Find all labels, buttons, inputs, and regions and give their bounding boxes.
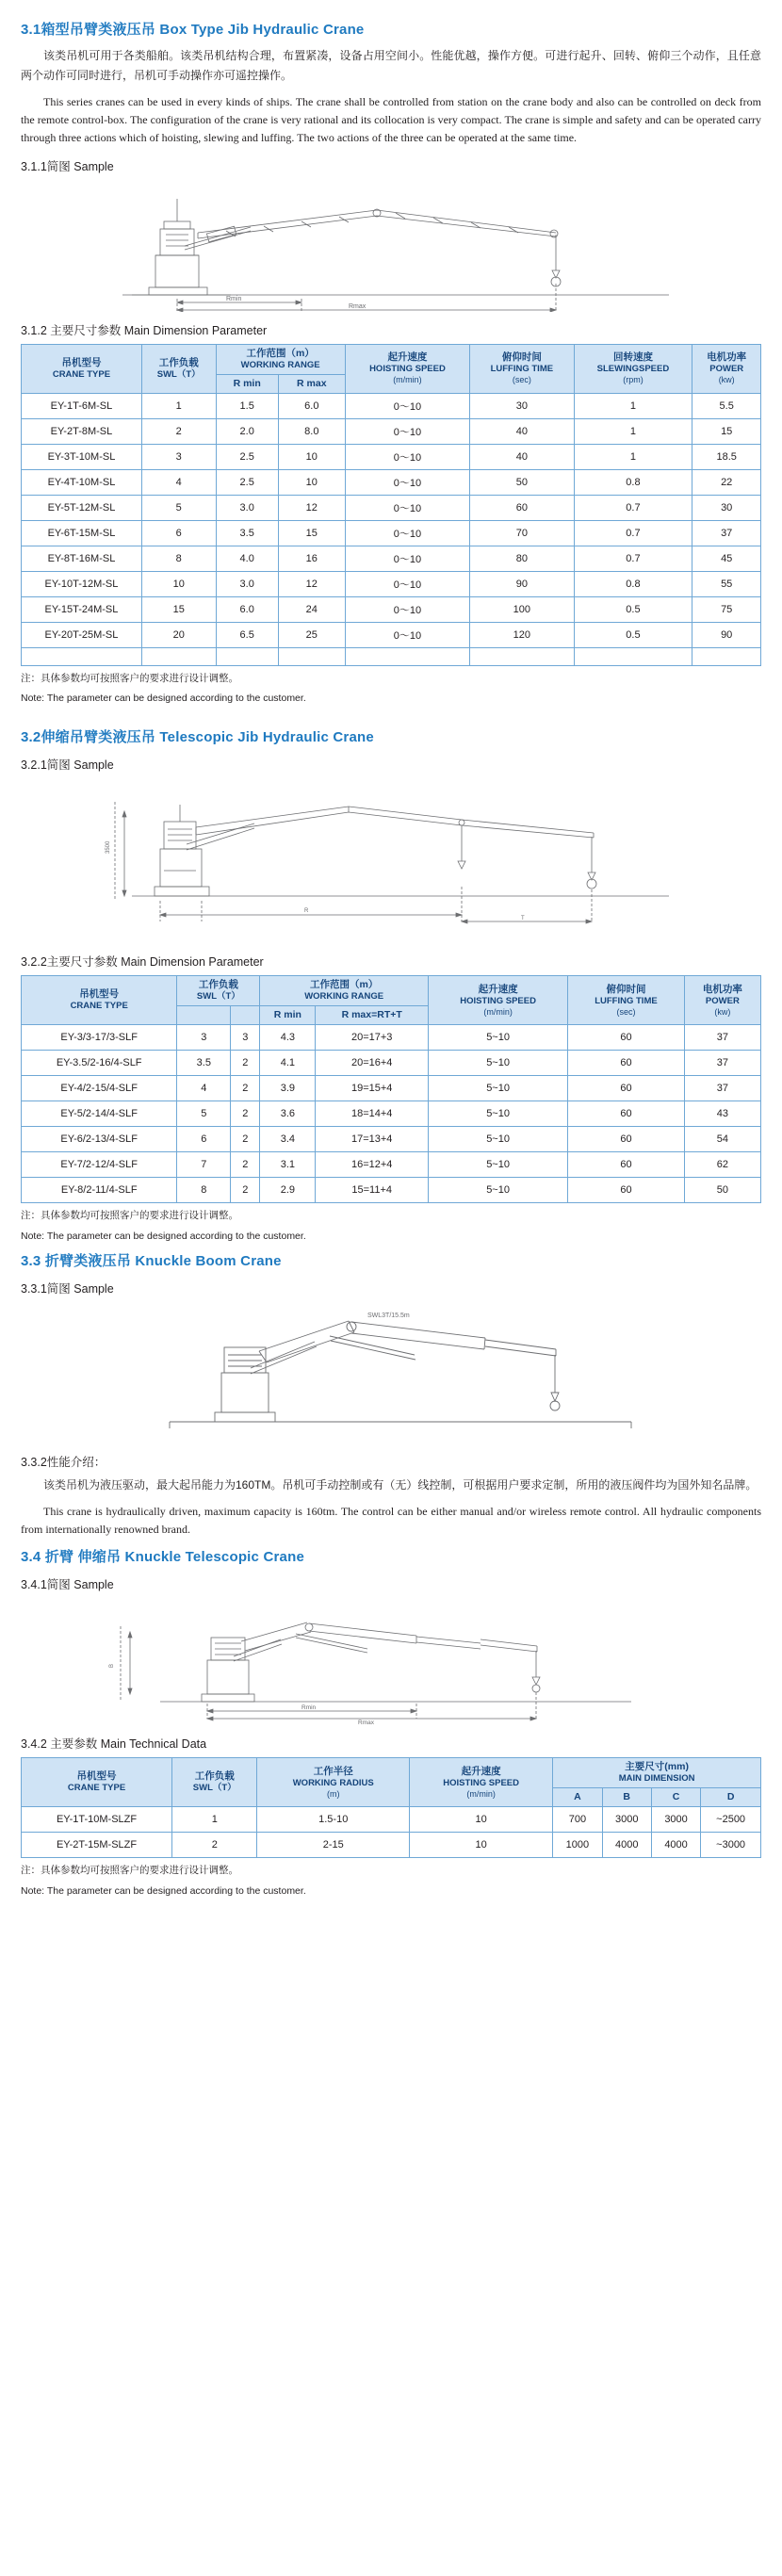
- table-cell: 54: [684, 1127, 760, 1152]
- section-title-3-4: 3.4 折臂 伸缩吊 Knuckle Telescopic Crane: [21, 1549, 304, 1566]
- table-row: [22, 596, 761, 622]
- table-cell: 5~10: [428, 1127, 567, 1152]
- table-cell: 45: [692, 546, 761, 571]
- table-cell: 2.5: [216, 469, 278, 495]
- subsection-3-1-2-title: 3.1.2 主要尺寸参数 Main Dimension Parameter: [21, 323, 268, 337]
- table-row: [22, 444, 761, 469]
- table-1-col-crane-type: 吊机型号 CRANE TYPE: [22, 344, 142, 393]
- table-cell: 5~10: [428, 1025, 567, 1051]
- section-3-1-english-intro: This series cranes can be used in every kinds of ships. The crane shall be controlled from station on the crane body and also can be controlled on deck from the remote control-box. The configuration of the crane is very rational and its collocation is very compact. The crane is simple and safety and can be operated carry through three actions which of hoisting, slewing and luffing. The two actions of the three can be operated at the same time.: [21, 95, 761, 145]
- table-cell: 24: [278, 596, 345, 622]
- table-cell: 3.4: [260, 1127, 316, 1152]
- table-cell: 1: [574, 393, 692, 418]
- section-3-3-chinese-desc: 该类吊机为液压驱动，最大起吊能力为160TM。吊机可手动控制或有（无）线控制，可根据用户要求定制，所用的液压阀件均为国外知名品牌。: [43, 1477, 758, 1492]
- table-cell: 60: [568, 1178, 685, 1203]
- table-3-col-main-dimension: 主要尺寸(mm) MAIN DIMENSION: [553, 1758, 761, 1788]
- table-cell: 60: [568, 1025, 685, 1051]
- table-cell: 0.7: [574, 520, 692, 546]
- table-cell: 15: [141, 596, 216, 622]
- table-cell: 20=16+4: [316, 1051, 429, 1076]
- table-cell: 0～10: [345, 469, 469, 495]
- table-cell: 6.0: [216, 596, 278, 622]
- table-cell: 18.5: [692, 444, 761, 469]
- table-cell: 90: [692, 622, 761, 647]
- note-3-4-cn: 注：具体参数均可按照客户的要求进行设计调整。: [21, 1865, 238, 1877]
- table-cell: 120: [470, 622, 574, 647]
- table-2-col-swl: 工作负载 SWL（T）: [177, 976, 260, 1006]
- table-cell: [692, 647, 761, 665]
- section-title-3-3: 3.3 折臂类液压吊 Knuckle Boom Crane: [21, 1252, 282, 1269]
- table-row: [22, 520, 761, 546]
- table-1-col-working-range: 工作范围（m） WORKING RANGE: [216, 344, 345, 374]
- subsection-3-4-2-title: 3.4.2 主要参数 Main Technical Data: [21, 1737, 207, 1752]
- table-2-col-power: 电机功率 POWER (kw): [684, 976, 760, 1025]
- table-cell: EY-3T-10M-SL: [22, 444, 142, 469]
- table-cell: 22: [692, 469, 761, 495]
- table-cell: ~3000: [701, 1833, 761, 1858]
- table-cell: 3.1: [260, 1152, 316, 1178]
- table-3-col-d: D: [701, 1788, 761, 1807]
- table-cell: 2: [231, 1051, 260, 1076]
- figure-4-label-rmin: Rmin: [301, 1704, 317, 1712]
- table-cell: 0～10: [345, 622, 469, 647]
- table-main-dimension-parameter-1: [21, 344, 761, 666]
- figure-knuckle-boom-crane: [21, 1302, 761, 1443]
- table-cell: 40: [470, 418, 574, 444]
- table-1-col-luffing-time: 俯仰时间 LUFFING TIME (sec): [470, 344, 574, 393]
- table-cell: 2: [172, 1833, 257, 1858]
- table-row: [22, 418, 761, 444]
- table-cell: 2: [231, 1101, 260, 1127]
- table-cell: 5~10: [428, 1076, 567, 1101]
- table-1-col-rmin: R min: [216, 374, 278, 393]
- table-cell: 15: [278, 520, 345, 546]
- figure-4-svg: [66, 1598, 716, 1725]
- table-cell: 37: [692, 520, 761, 546]
- table-cell: 2: [231, 1076, 260, 1101]
- table-cell: 0.7: [574, 495, 692, 520]
- table-cell: 16=12+4: [316, 1152, 429, 1178]
- table-row: [22, 546, 761, 571]
- table-cell: EY-4T-10M-SL: [22, 469, 142, 495]
- table-cell: 5~10: [428, 1051, 567, 1076]
- table-cell: 10: [278, 469, 345, 495]
- table-cell: 3000: [602, 1807, 651, 1833]
- table-cell: [216, 647, 278, 665]
- table-cell: 2: [231, 1178, 260, 1203]
- table-cell: 0～10: [345, 520, 469, 546]
- subsection-3-2-1-title: 3.2.1简图 Sample: [21, 758, 114, 773]
- table-cell: EY-1T-6M-SL: [22, 393, 142, 418]
- table-cell: 4: [141, 469, 216, 495]
- table-cell: EY-6T-15M-SL: [22, 520, 142, 546]
- table-cell: [278, 647, 345, 665]
- table-cell: 3.6: [260, 1101, 316, 1127]
- table-cell: 3.9: [260, 1076, 316, 1101]
- table-3-col-hoisting-speed: 起升速度 HOISTING SPEED (m/min): [410, 1758, 553, 1807]
- figure-2-label-a: R: [304, 908, 309, 915]
- table-3-col-b: B: [602, 1788, 651, 1807]
- table-row: [22, 1178, 761, 1203]
- subsection-3-3-1-title: 3.3.1简图 Sample: [21, 1281, 114, 1296]
- table-cell: 3: [177, 1025, 231, 1051]
- table-cell: 3: [231, 1025, 260, 1051]
- table-cell: 1: [574, 418, 692, 444]
- table-cell: 1000: [553, 1833, 602, 1858]
- table-1-body: [22, 393, 761, 665]
- table-cell: 6: [141, 520, 216, 546]
- section-3-3-english-desc: This crane is hydraulically driven, maximum capacity is 160tm. The control can be either manual and/or wireless remote control. All hydraulic components from internationally renowned brand.: [21, 1504, 761, 1536]
- table-cell: 55: [692, 571, 761, 596]
- table-cell: 5.5: [692, 393, 761, 418]
- table-cell: 2.0: [216, 418, 278, 444]
- table-row: [22, 495, 761, 520]
- figure-box-type-jib-crane: [21, 180, 761, 312]
- table-3-col-swl: 工作负载 SWL（T）: [172, 1758, 257, 1807]
- table-cell: 75: [692, 596, 761, 622]
- table-cell: [574, 647, 692, 665]
- table-cell: 60: [568, 1051, 685, 1076]
- table-cell: EY-7/2-12/4-SLF: [22, 1152, 177, 1178]
- table-cell: EY-20T-25M-SL: [22, 622, 142, 647]
- table-cell: 6.5: [216, 622, 278, 647]
- table-cell: 60: [568, 1076, 685, 1101]
- table-cell: 700: [553, 1807, 602, 1833]
- figure-2-height-label: 3500: [106, 840, 111, 855]
- table-cell: 30: [692, 495, 761, 520]
- table-3-col-a: A: [553, 1788, 602, 1807]
- table-cell: 10: [410, 1807, 553, 1833]
- table-cell: 1.5: [216, 393, 278, 418]
- table-1-col-slewing-speed: 回转速度 SLEWINGSPEED (rpm): [574, 344, 692, 393]
- table-row-spacer: [22, 647, 761, 665]
- table-cell: 25: [278, 622, 345, 647]
- table-cell: 1: [574, 444, 692, 469]
- table-cell: [141, 647, 216, 665]
- figure-3-label: SWL3T/15.5m: [367, 1312, 410, 1319]
- table-row: [22, 469, 761, 495]
- table-cell: 43: [684, 1101, 760, 1127]
- table-cell: 1: [141, 393, 216, 418]
- table-cell: EY-2T-15M-SLZF: [22, 1833, 172, 1858]
- table-cell: 0.7: [574, 546, 692, 571]
- table-cell: [345, 647, 469, 665]
- figure-4-label-rmax: Rmax: [358, 1720, 374, 1726]
- note-3-1-cn: 注：具体参数均可按照客户的要求进行设计调整。: [21, 672, 238, 684]
- table-cell: 3.0: [216, 571, 278, 596]
- table-cell: 12: [278, 571, 345, 596]
- table-cell: 1: [172, 1807, 257, 1833]
- table-cell: 90: [470, 571, 574, 596]
- table-cell: 8.0: [278, 418, 345, 444]
- table-cell: 4000: [602, 1833, 651, 1858]
- table-cell: 0～10: [345, 418, 469, 444]
- table-2-col-working-range: 工作范围（m） WORKING RANGE: [260, 976, 429, 1006]
- section-title-3-2: 3.2伸缩吊臂类液压吊 Telescopic Jib Hydraulic Crane: [21, 729, 374, 746]
- table-1-col-power: 电机功率 POWER (kw): [692, 344, 761, 393]
- table-cell: EY-4/2-15/4-SLF: [22, 1076, 177, 1101]
- table-cell: 10: [278, 444, 345, 469]
- table-cell: 0～10: [345, 546, 469, 571]
- table-cell: 40: [470, 444, 574, 469]
- table-row: [22, 1101, 761, 1127]
- table-3-head: [22, 1758, 761, 1807]
- table-2-head: [22, 976, 761, 1025]
- table-3-body: [22, 1807, 761, 1858]
- table-cell: 0.8: [574, 469, 692, 495]
- figure-3-svg: [66, 1302, 716, 1443]
- table-cell: EY-6/2-13/4-SLF: [22, 1127, 177, 1152]
- subsection-3-3-2-title: 3.3.2性能介绍：: [21, 1455, 106, 1469]
- table-1-head: [22, 344, 761, 393]
- table-cell: EY-8T-16M-SL: [22, 546, 142, 571]
- table-cell: 37: [684, 1076, 760, 1101]
- table-row: [22, 1025, 761, 1051]
- table-cell: 4.0: [216, 546, 278, 571]
- table-cell: 70: [470, 520, 574, 546]
- section-3-1-chinese-intro: 该类吊机可用于各类船舶。该类吊机结构合理，布置紧凑，设备占用空间小。性能优越，操作方便。可进行起升、回转、俯仰三个动作，且任意两个动作可同时进行，吊机可手动操作亦可遥控操作。: [21, 49, 761, 82]
- table-row: [22, 1152, 761, 1178]
- table-cell: [470, 647, 574, 665]
- table-1-header-row-1: [22, 344, 761, 374]
- table-cell: 0.5: [574, 622, 692, 647]
- table-cell: 20=17+3: [316, 1025, 429, 1051]
- divider-1: [21, 716, 761, 717]
- table-cell: 60: [470, 495, 574, 520]
- note-3-1-en: Note: The parameter can be designed according to the customer.: [21, 693, 306, 705]
- table-cell: EY-5T-12M-SL: [22, 495, 142, 520]
- table-cell: 0～10: [345, 495, 469, 520]
- table-cell: 18=14+4: [316, 1101, 429, 1127]
- table-cell: 7: [177, 1152, 231, 1178]
- table-row: [22, 622, 761, 647]
- table-2-col-swl-b: [231, 1006, 260, 1025]
- table-3-col-working-radius: 工作半径 WORKING RADIUS (m): [257, 1758, 410, 1807]
- figure-2-svg: [66, 778, 716, 943]
- table-cell: 60: [568, 1127, 685, 1152]
- table-cell: 17=13+4: [316, 1127, 429, 1152]
- table-cell: 3.5: [177, 1051, 231, 1076]
- table-2-header-row-1: [22, 976, 761, 1006]
- table-cell: EY-1T-10M-SLZF: [22, 1807, 172, 1833]
- table-cell: [22, 647, 142, 665]
- table-cell: 80: [470, 546, 574, 571]
- table-3-col-c: C: [651, 1788, 700, 1807]
- table-cell: EY-15T-24M-SL: [22, 596, 142, 622]
- table-cell: EY-5/2-14/4-SLF: [22, 1101, 177, 1127]
- table-cell: 60: [568, 1101, 685, 1127]
- table-cell: 6: [177, 1127, 231, 1152]
- table-row: [22, 1127, 761, 1152]
- table-cell: 12: [278, 495, 345, 520]
- table-cell: 4.1: [260, 1051, 316, 1076]
- table-cell: 8: [177, 1178, 231, 1203]
- table-cell: 2: [231, 1152, 260, 1178]
- table-row: [22, 1833, 761, 1858]
- table-cell: 2: [141, 418, 216, 444]
- figure-1-label-rmin: Rmin: [226, 295, 242, 302]
- table-cell: 8: [141, 546, 216, 571]
- table-cell: 50: [470, 469, 574, 495]
- table-row: [22, 1076, 761, 1101]
- table-cell: 1.5-10: [257, 1807, 410, 1833]
- table-cell: 2: [231, 1127, 260, 1152]
- table-cell: 37: [684, 1051, 760, 1076]
- subsection-3-4-1-title: 3.4.1简图 Sample: [21, 1578, 114, 1592]
- table-cell: EY-10T-12M-SL: [22, 571, 142, 596]
- table-2-col-crane-type: 吊机型号 CRANE TYPE: [22, 976, 177, 1025]
- table-cell: 3.0: [216, 495, 278, 520]
- table-cell: 2.5: [216, 444, 278, 469]
- table-cell: 5: [177, 1101, 231, 1127]
- table-cell: 62: [684, 1152, 760, 1178]
- subsection-3-2-2-title: 3.2.2主要尺寸参数 Main Dimension Parameter: [21, 955, 264, 970]
- note-3-4-en: Note: The parameter can be designed according to the customer.: [21, 1885, 306, 1898]
- table-cell: EY-8/2-11/4-SLF: [22, 1178, 177, 1203]
- table-cell: ~2500: [701, 1807, 761, 1833]
- table-cell: 37: [684, 1025, 760, 1051]
- table-cell: 5: [141, 495, 216, 520]
- table-cell: 2-15: [257, 1833, 410, 1858]
- table-cell: 0～10: [345, 596, 469, 622]
- table-2-col-rmax: R max=RT+T: [316, 1006, 429, 1025]
- table-3-header-row-1: [22, 1758, 761, 1788]
- table-1-col-hoisting-speed: 起升速度 HOISTING SPEED (m/min): [345, 344, 469, 393]
- table-main-dimension-parameter-2: [21, 975, 761, 1203]
- figure-4-height-label: B: [109, 1664, 115, 1669]
- table-1-col-rmax: R max: [278, 374, 345, 393]
- table-cell: 0～10: [345, 393, 469, 418]
- table-cell: 0.8: [574, 571, 692, 596]
- table-cell: 50: [684, 1178, 760, 1203]
- table-cell: 20: [141, 622, 216, 647]
- subsection-3-1-1-title: 3.1.1简图 Sample: [21, 159, 114, 173]
- table-row: [22, 1051, 761, 1076]
- table-cell: EY-3/3-17/3-SLF: [22, 1025, 177, 1051]
- table-cell: 4000: [651, 1833, 700, 1858]
- table-cell: 4.3: [260, 1025, 316, 1051]
- figure-2-label-t: T: [521, 916, 525, 922]
- table-3-col-crane-type: 吊机型号 CRANE TYPE: [22, 1758, 172, 1807]
- table-cell: 5~10: [428, 1152, 567, 1178]
- table-cell: 6.0: [278, 393, 345, 418]
- table-cell: 19=15+4: [316, 1076, 429, 1101]
- table-cell: 0～10: [345, 444, 469, 469]
- table-cell: 0.5: [574, 596, 692, 622]
- table-cell: 0～10: [345, 571, 469, 596]
- figure-1-label-rmax: Rmax: [349, 302, 367, 310]
- table-cell: 30: [470, 393, 574, 418]
- table-cell: EY-2T-8M-SL: [22, 418, 142, 444]
- table-main-technical-data: [21, 1757, 761, 1858]
- table-cell: EY-3.5/2-16/4-SLF: [22, 1051, 177, 1076]
- table-2-col-hoisting-speed: 起升速度 HOISTING SPEED (m/min): [428, 976, 567, 1025]
- table-2-col-swl-a: [177, 1006, 231, 1025]
- table-cell: 4: [177, 1076, 231, 1101]
- table-row: [22, 393, 761, 418]
- table-cell: 3.5: [216, 520, 278, 546]
- figure-telescopic-jib-crane: [21, 778, 761, 943]
- figure-knuckle-telescopic-crane: [21, 1598, 761, 1725]
- table-row: [22, 1807, 761, 1833]
- section-title-3-1: 3.1箱型吊臂类液压吊 Box Type Jib Hydraulic Crane: [21, 22, 365, 38]
- table-2-body: [22, 1025, 761, 1203]
- table-cell: 15: [692, 418, 761, 444]
- table-1-col-swl: 工作负载 SWL（T）: [141, 344, 216, 393]
- table-cell: 100: [470, 596, 574, 622]
- table-2-col-luffing-time: 俯仰时间 LUFFING TIME (sec): [568, 976, 685, 1025]
- table-cell: 5~10: [428, 1101, 567, 1127]
- table-cell: 16: [278, 546, 345, 571]
- note-3-2-en: Note: The parameter can be designed according to the customer.: [21, 1231, 306, 1243]
- table-cell: 15=11+4: [316, 1178, 429, 1203]
- note-3-2-cn: 注：具体参数均可按照客户的要求进行设计调整。: [21, 1210, 238, 1222]
- table-cell: 2.9: [260, 1178, 316, 1203]
- table-row: [22, 571, 761, 596]
- table-cell: 3000: [651, 1807, 700, 1833]
- table-cell: 5~10: [428, 1178, 567, 1203]
- table-cell: 60: [568, 1152, 685, 1178]
- table-cell: 10: [141, 571, 216, 596]
- figure-1-svg: [66, 180, 716, 312]
- table-cell: 10: [410, 1833, 553, 1858]
- table-2-col-rmin: R min: [260, 1006, 316, 1025]
- table-cell: 3: [141, 444, 216, 469]
